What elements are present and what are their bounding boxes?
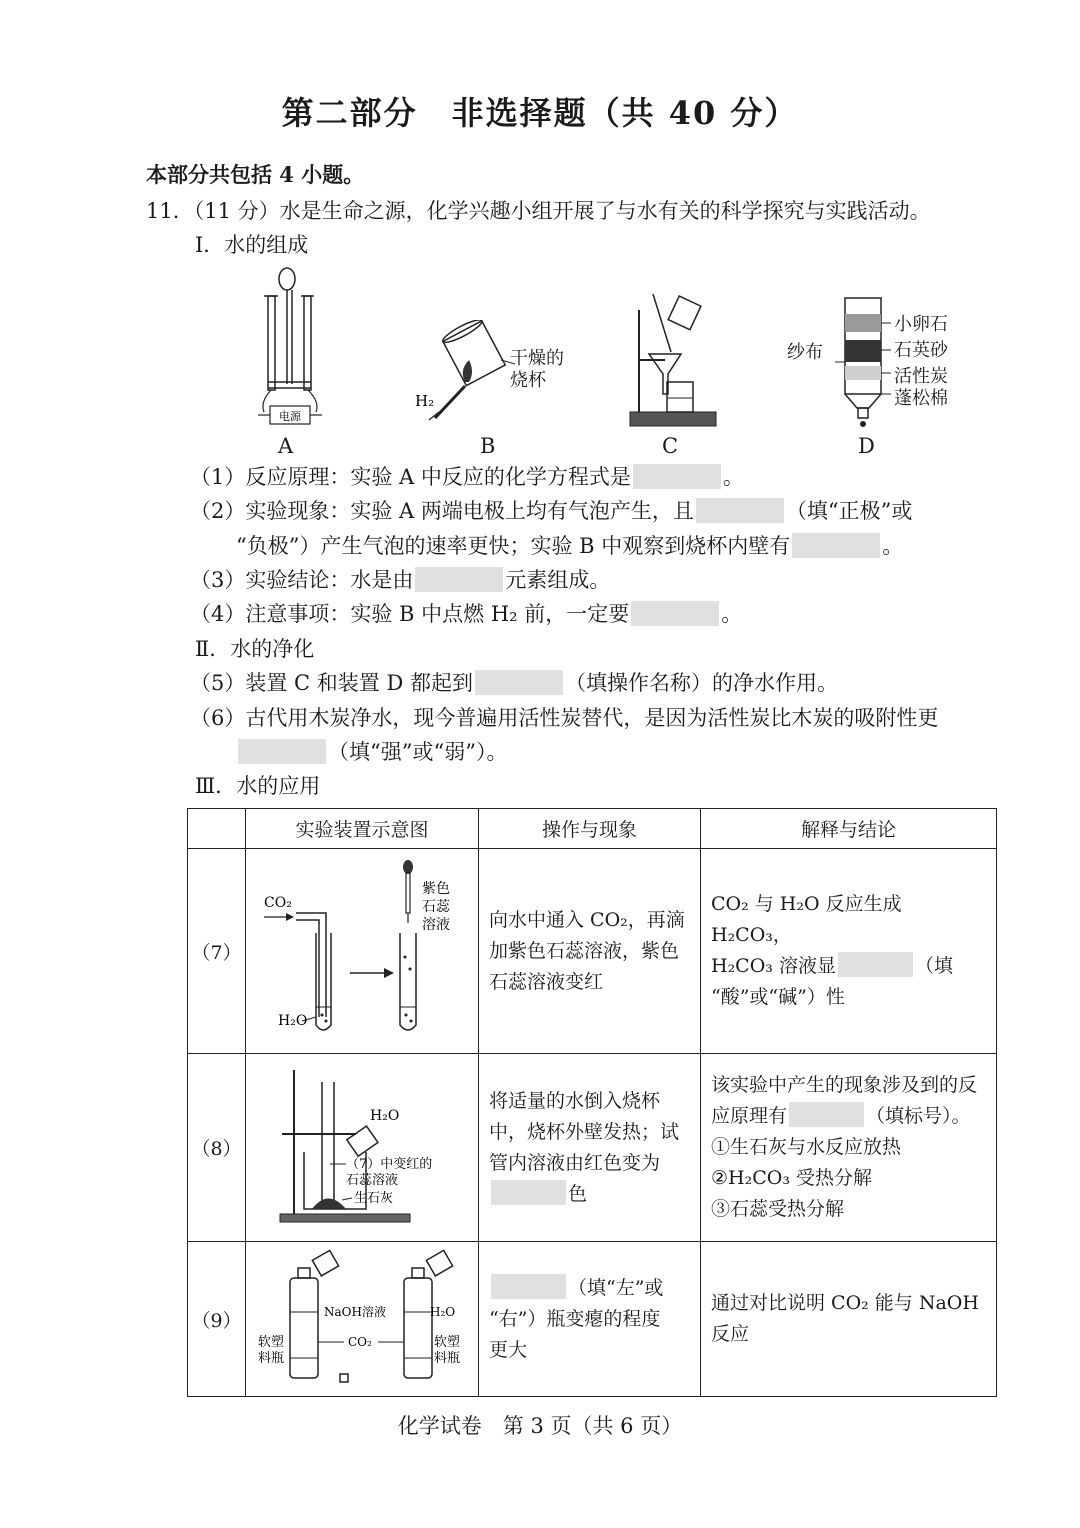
conclusion-cell-9: 通过对比说明 CO₂ 能与 NaOH 反应 [701, 1242, 997, 1397]
apparatus-cell-9 [246, 1242, 479, 1397]
table-row-7 [188, 849, 997, 1054]
row-number-7: （7） [188, 849, 246, 1054]
filtration-apparatus-figure [625, 290, 725, 430]
page-title: 第二部分 非选择题（共 40 分） [281, 94, 799, 132]
svg-text:CO₂: CO₂ [264, 895, 292, 911]
header-operation: 操作与现象 [479, 809, 701, 849]
section-heading-2: Ⅱ．水的净化 [195, 637, 315, 661]
h2-label: H₂ [415, 392, 435, 410]
svg-text:石蕊溶液: 石蕊溶液 [346, 1173, 399, 1188]
answer-blank-3[interactable] [415, 567, 503, 592]
answer-blank-8b[interactable] [789, 1102, 864, 1127]
apparatus-cell-7 [246, 849, 479, 1054]
figure-label-d: D [858, 434, 875, 458]
co2-naoh-bottles-figure [246, 1242, 478, 1392]
svg-text:软塑: 软塑 [434, 1335, 461, 1350]
figure-label-c: C [662, 434, 679, 458]
figure-label-b: B [480, 434, 496, 458]
activated-carbon-layer-label: 活性炭 [894, 366, 948, 387]
gauze-label: 纱布 [787, 342, 823, 363]
answer-blank-2b[interactable] [792, 533, 880, 558]
answer-blank-5[interactable] [475, 670, 563, 695]
subquestion-4: （4）注意事项：实验 B 中点燃 H₂ 前，一定要 。 [190, 602, 743, 626]
dry-beaker-label-2: 烧杯 [510, 370, 546, 391]
answer-blank-2a[interactable] [696, 498, 784, 523]
experiment-table [187, 808, 997, 1397]
operation-cell-8: 将适量的水倒入烧杯 中，烧杯外壁发热；试 管内溶液由红色变为 色 [479, 1054, 701, 1242]
subquestion-2: （2）实验现象：实验 A 两端电极上均有气泡产生，且 （填“正极”或 [190, 499, 913, 523]
subquestion-3: （3）实验结论：水是由 元素组成。 [190, 568, 611, 592]
svg-text:溶液: 溶液 [422, 917, 450, 933]
electrolysis-apparatus-figure [250, 262, 340, 432]
cotton-layer-label: 蓬松棉 [894, 388, 948, 409]
row-number-9: （9） [188, 1242, 246, 1397]
svg-text:石蕊: 石蕊 [422, 899, 450, 915]
section-heading-1: Ⅰ．水的组成 [195, 233, 309, 257]
answer-blank-6[interactable] [238, 739, 326, 764]
conclusion-cell-7: CO₂ 与 H₂O 反应生成 H₂CO₃， H₂CO₃ 溶液显 （填 “酸”或“碱”）性 [701, 849, 997, 1054]
conclusion-cell-8: 该实验中产生的现象涉及到的反 应原理有 （填标号）。 ①生石灰与水反应放热 ②H₂CO₃ 受热分解 ③石蕊受热分解 [701, 1054, 997, 1242]
table-row-9 [188, 1242, 997, 1397]
operation-cell-9: （填“左”或 “右”）瓶变瘪的程度 更大 [479, 1242, 701, 1397]
question-stem: 11．（11 分）水是生命之源，化学兴趣小组开展了与水有关的科学探究与实践活动。 [146, 199, 931, 223]
answer-blank-4[interactable] [631, 601, 719, 626]
apparatus-cell-8 [246, 1054, 479, 1242]
figure-label-a: A [278, 434, 294, 458]
answer-blank-8a[interactable] [491, 1180, 566, 1205]
svg-text:CO₂: CO₂ [348, 1335, 372, 1349]
svg-text:（7）中变红的: （7）中变红的 [346, 1157, 433, 1172]
pebble-layer-label: 小卵石 [894, 314, 948, 335]
svg-text:H₂O: H₂O [278, 1013, 308, 1029]
answer-blank-9[interactable] [491, 1274, 566, 1299]
svg-text:软塑: 软塑 [258, 1335, 285, 1350]
subquestion-6-continued: （填“强”或“弱”）。 [236, 737, 507, 767]
svg-text:料瓶: 料瓶 [434, 1351, 461, 1366]
answer-blank-1[interactable] [633, 464, 721, 489]
header-apparatus: 实验装置示意图 [246, 809, 479, 849]
page-footer: 化学试卷 第 3 页（共 6 页） [397, 1414, 683, 1438]
svg-text:NaOH溶液: NaOH溶液 [324, 1305, 386, 1319]
operation-cell-7: 向水中通入 CO₂，再滴 加紫色石蕊溶液，紫色 石蕊溶液变红 [479, 849, 701, 1054]
svg-text:料瓶: 料瓶 [258, 1351, 285, 1366]
table-row-8 [188, 1054, 997, 1242]
svg-text:紫色: 紫色 [422, 881, 450, 897]
co2-into-water-figure [246, 849, 478, 1049]
svg-text:生石灰: 生石灰 [354, 1191, 394, 1206]
subquestion-2-continued: “负极”）产生气泡的速率更快；实验 B 中观察到烧杯内壁有 。 [236, 534, 904, 558]
svg-text:H₂O: H₂O [370, 1108, 400, 1124]
hydrogen-combustion-figure [405, 320, 585, 425]
svg-text:H₂O: H₂O [430, 1305, 456, 1319]
subquestion-6: （6）古代用木炭净水，现今普遍用活性炭替代，是因为活性炭比木炭的吸附性更 [190, 706, 939, 730]
row-number-8: （8） [188, 1054, 246, 1242]
power-source-label: 电源 [279, 410, 301, 423]
quicklime-heating-figure [246, 1054, 478, 1237]
water-purifier-figure [835, 296, 895, 430]
answer-blank-7[interactable] [838, 952, 913, 977]
quartz-sand-layer-label: 石英砂 [894, 340, 948, 361]
section-intro: 本部分共包括 4 小题。 [146, 162, 365, 187]
subquestion-1: （1）反应原理：实验 A 中反应的化学方程式是 。 [190, 465, 744, 489]
subquestion-5: （5）装置 C 和装置 D 都起到 （填操作名称）的净水作用。 [190, 671, 838, 695]
section-heading-3: Ⅲ．水的应用 [195, 774, 321, 798]
dry-beaker-label-1: 干燥的 [510, 348, 564, 369]
header-conclusion: 解释与结论 [701, 809, 997, 849]
